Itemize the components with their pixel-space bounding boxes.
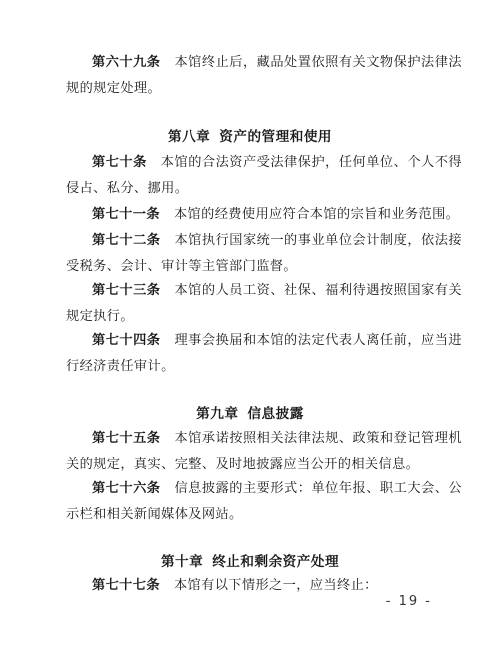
article-text: 本馆承诺按照相关法律法规、政策和登记管理机关的规定，真实、完整、及时地披露应当公开的相关信息。 xyxy=(66,431,462,472)
article-number: 第七十六条 xyxy=(92,481,161,496)
article-text: 本馆的合法资产受法律保护，任何单位、个人不得侵占、私分、挪用。 xyxy=(66,155,462,196)
article-text: 信息披露的主要形式：单位年报、职工大会、公示栏和相关新闻媒体及网站。 xyxy=(66,481,462,522)
article-75 xyxy=(66,426,462,478)
article-text: 本馆终止后，藏品处置依照有关文物保护法律法规的规定处理。 xyxy=(66,55,462,96)
chapter-title: 终止和剩余资产处理 xyxy=(212,554,340,570)
article-70 xyxy=(66,150,462,202)
chapter-number: 第八章 xyxy=(167,129,211,145)
chapter-number: 第九章 xyxy=(196,406,239,422)
chapter-title: 资产的管理和使用 xyxy=(219,129,333,145)
article-text: 理事会换届和本馆的法定代表人离任前，应当进行经济责任审计。 xyxy=(66,333,462,374)
article-69 xyxy=(66,50,462,102)
article-number: 第七十七条 xyxy=(92,578,160,593)
article-73 xyxy=(66,278,462,330)
article-72 xyxy=(66,228,462,280)
chapter-title: 信息披露 xyxy=(247,406,304,422)
article-76 xyxy=(66,476,462,528)
article-text: 本馆的经费使用应符合本馆的宗旨和业务范围。 xyxy=(173,207,460,222)
chapter-heading-9 xyxy=(0,402,500,422)
article-71 xyxy=(66,202,462,228)
article-number: 第七十五条 xyxy=(92,431,161,446)
article-number: 第七十一条 xyxy=(92,207,160,222)
article-number: 第七十条 xyxy=(92,155,147,170)
chapter-heading-8 xyxy=(0,125,500,145)
page-number: - 19 - xyxy=(385,594,432,609)
article-number: 第七十四条 xyxy=(92,333,161,348)
article-number: 第七十三条 xyxy=(92,283,161,298)
chapter-heading-10 xyxy=(0,550,500,570)
article-number: 第六十九条 xyxy=(92,55,161,70)
article-text: 本馆的人员工资、社保、福利待遇按照国家有关规定执行。 xyxy=(66,283,462,324)
chapter-number: 第十章 xyxy=(160,554,204,570)
article-text: 本馆有以下情形之一，应当终止： xyxy=(173,578,378,593)
article-text: 本馆执行国家统一的事业单位会计制度，依法接受税务、会计、审计等主管部门监督。 xyxy=(66,233,462,274)
article-number: 第七十二条 xyxy=(92,233,161,248)
article-74 xyxy=(66,328,462,380)
